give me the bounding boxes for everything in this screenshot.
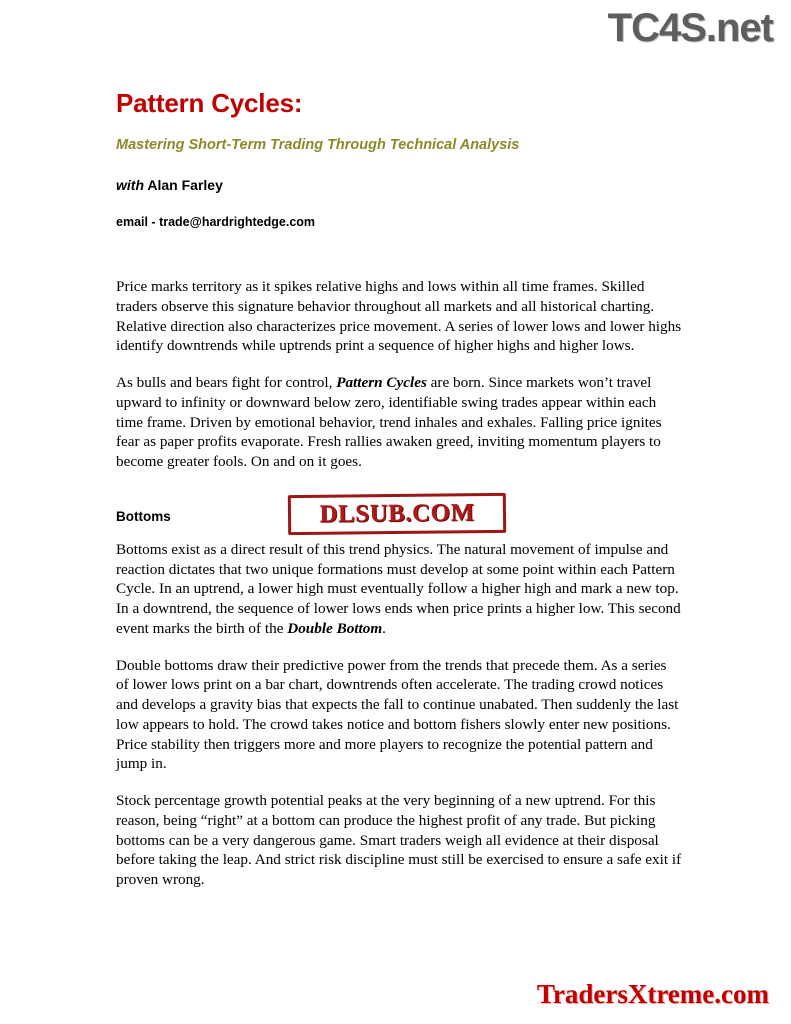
dlsub-watermark-stamp [288, 493, 506, 535]
contact-email-line: email - trade@hardrightedge.com [116, 215, 316, 229]
paragraph-1: Price marks territory as it spikes relative highs and lows within all time frames. Skilled traders observe this signature behavior throughout all markets and all historical charting. Relative direction also characterizes price movement. A series of lower lows and lower highs identify downtrends while uptrends print a sequence of higher highs and higher lows. [116, 278, 682, 355]
paragraph-3 [116, 540, 682, 639]
paragraph-3-part1: Bottoms exist as a direct result of this trend physics. The natural movement of impulse and reaction dictates that two unique formations must develop at some point within each Pattern Cycle. In an uptrend, a lower high must eventually follow a higher high and mark a new top. In a downtrend, the sequence of lower lows ends when price prints a higher low. This second event marks the birth of the [116, 540, 681, 637]
byline [116, 177, 682, 193]
paragraph-2-part2: are born. Since markets won’t travel upward to infinity or downward below zero, identifiable swing trades appear within each time frame. Driven by emotional behavior, trend inhales and exhales. Falling price ignites fear as paper profits evaporate. Fresh rallies awaken greed, inviting momentum players to become greater fools. On and on it goes. [116, 374, 662, 470]
paragraph-2-emphasis: Pattern Cycles [336, 374, 427, 391]
bottom-right-watermark: TradersXtreme.com [536, 979, 769, 1009]
paragraph-2 [116, 373, 682, 472]
paragraph-5: Stock percentage growth potential peaks at the very beginning of a new uptrend. For this reason, being “right” at a bottom can produce the highest profit of any trade. But picking bottoms can be a very dangerous game. Smart traders weigh all evidence at their disposal before taking the leap. And strict risk discipline must still be exercised to ensure a safe exit if proven wrong. [116, 792, 682, 888]
document-subtitle: Mastering Short-Term Trading Through Technical Analysis [116, 137, 520, 153]
byline-author: Alan Farley [147, 177, 223, 193]
paragraph-3-emphasis: Double Bottom [287, 619, 383, 637]
paragraph-4: Double bottoms draw their predictive power from the trends that precede them. As a series of lower lows print on a bar chart, downtrends often accelerate. The trading crowd notices and develops a gravity bias that expects the fall to continue unabated. Then suddenly the last low appears to hold. The crowd takes notice and bottom fishers slowly enter new positions. Price stability then triggers more and more players to recognize the potential pattern and jump in. [116, 656, 679, 773]
top-right-watermark: TC4S.net [607, 6, 773, 50]
paragraph-3-part2: . [382, 619, 386, 637]
byline-with-label: with [116, 177, 144, 193]
page-title: Pattern Cycles: [116, 88, 303, 118]
paragraph-2-part1: As bulls and bears fight for control, [116, 374, 337, 391]
section-heading-bottoms: Bottoms [116, 508, 171, 524]
dlsub-watermark-text: DLSUB.COM [319, 499, 475, 528]
